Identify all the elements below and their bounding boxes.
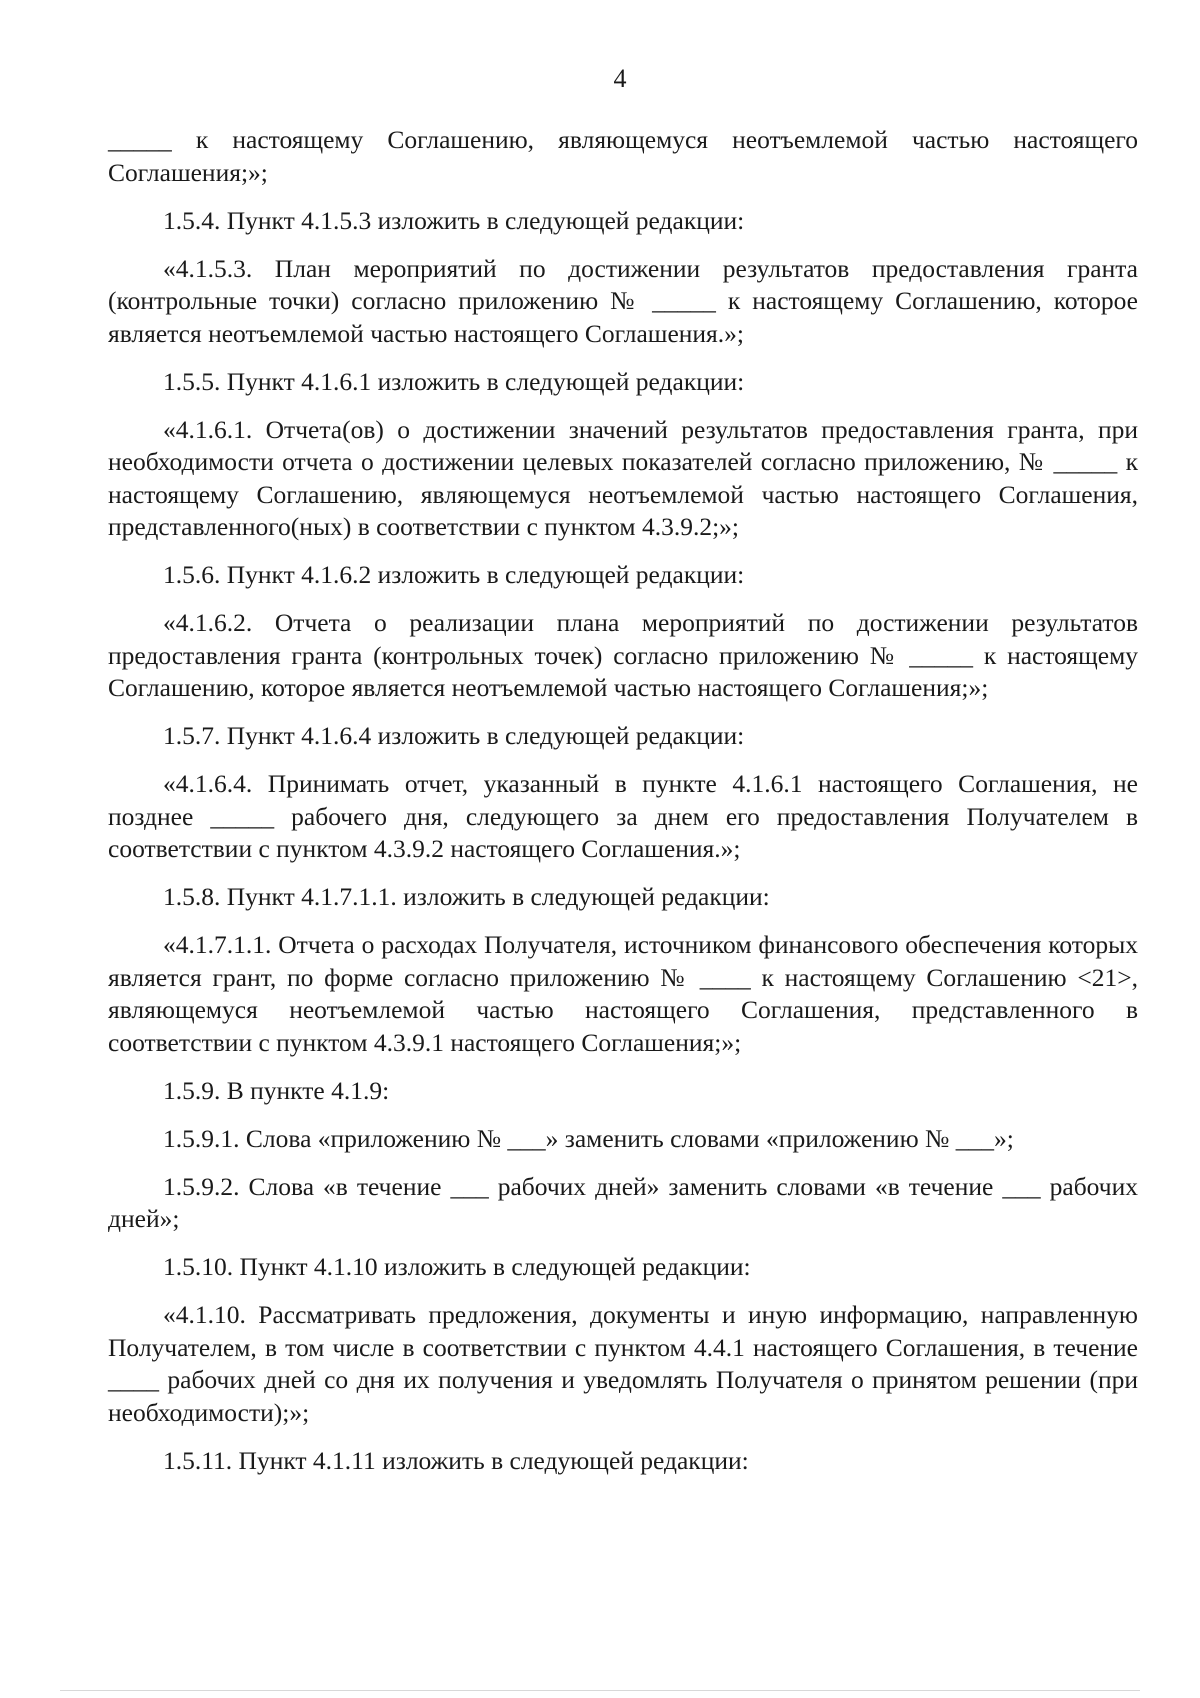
paragraph-item-1-5-9: 1.5.9. В пункте 4.1.9: [163, 1075, 390, 1105]
paragraph-item-1-5-11: 1.5.11. Пункт 4.1.11 изложить в следующей редакции: [163, 1445, 749, 1475]
paragraph-item-1-5-4: 1.5.4. Пункт 4.1.5.3 изложить в следующей редакции: [163, 205, 745, 235]
paragraph-item-1-5-6: 1.5.6. Пункт 4.1.6.2 изложить в следующей редакции: [163, 560, 745, 589]
page-number: 4 [613, 64, 627, 93]
paragraph-item-1-5-9-2: 1.5.9.2. Слова «в течение ___ рабочих дней» заменить словами «в течение ___ рабочих дней»; [108, 1171, 1138, 1233]
paragraph-item-1-5-5: 1.5.5. Пункт 4.1.6.1 изложить в следующей редакции: [163, 366, 745, 396]
paragraph-quote-4-1-6-1: «4.1.6.1. Отчета(ов) о достижении значений результатов предоставления гранта, при необходимости отчета о достижении целевых показателей согласно приложению, № _____ к настоящему Соглашению, являющемуся неотъемлемой частью настоящего Соглашения, представленного(ных) в соответствии с пунктом 4.3.9.2;»; [108, 414, 1138, 541]
paragraph-quote-4-1-10: «4.1.10. Рассматривать предложения, документы и иную информацию, направленную Получателем, в том числе в соответствии с пунктом 4.4.1 настоящего Соглашения, в течение ____ рабочих дней со дня их получения и уведомлять Получателя о принятом решении (при необходимости);»; [108, 1300, 1138, 1427]
document-body [108, 124, 1138, 1493]
paragraph-item-1-5-7: 1.5.7. Пункт 4.1.6.4 изложить в следующей редакции: [163, 721, 745, 750]
paragraph-item-1-5-8: 1.5.8. Пункт 4.1.7.1.1. изложить в следующей редакции: [163, 882, 770, 911]
paragraph-quote-4-1-7-1-1: «4.1.7.1.1. Отчета о расходах Получателя, источником финансового обеспечения которых является грант, по форме согласно приложению № ____ к настоящему Соглашению <21>, являющемуся неотъемлемой частью настоящего Соглашения, представленного в соответствии с пунктом 4.3.9.1 настоящего Соглашения;»; [108, 930, 1138, 1057]
paragraph-quote-4-1-6-4: «4.1.6.4. Принимать отчет, указанный в пункте 4.1.6.1 настоящего Соглашения, не позднее _____ рабочего дня, следующего за днем его предоставления Получателем в соответствии с пунктом 4.3.9.2 настоящего Соглашения.»; [108, 769, 1138, 863]
paragraph-quote-4-1-6-2: «4.1.6.2. Отчета о реализации плана мероприятий по достижении результатов предоставления гранта (контрольных точек) согласно приложению № _____ к настоящему Соглашению, которое является неотъемлемой частью настоящего Соглашения;»; [108, 608, 1138, 702]
paragraph-quote-4-1-5-3: «4.1.5.3. План мероприятий по достижении результатов предоставления гранта (контрольные точки) согласно приложению № _____ к настоящему Соглашению, которое является неотъемлемой частью настоящего Соглашения.»; [108, 253, 1138, 348]
scan-edge-line [60, 1690, 1140, 1691]
paragraph-item-1-5-10: 1.5.10. Пункт 4.1.10 изложить в следующей редакции: [163, 1252, 751, 1281]
paragraph-continuation: _____ к настоящему Соглашению, являющемуся неотъемлемой частью настоящего Соглашения;»; [108, 125, 1138, 187]
paragraph-item-1-5-9-1: 1.5.9.1. Слова «приложению № ___» заменить словами «приложению № ___»; [163, 1123, 1014, 1153]
